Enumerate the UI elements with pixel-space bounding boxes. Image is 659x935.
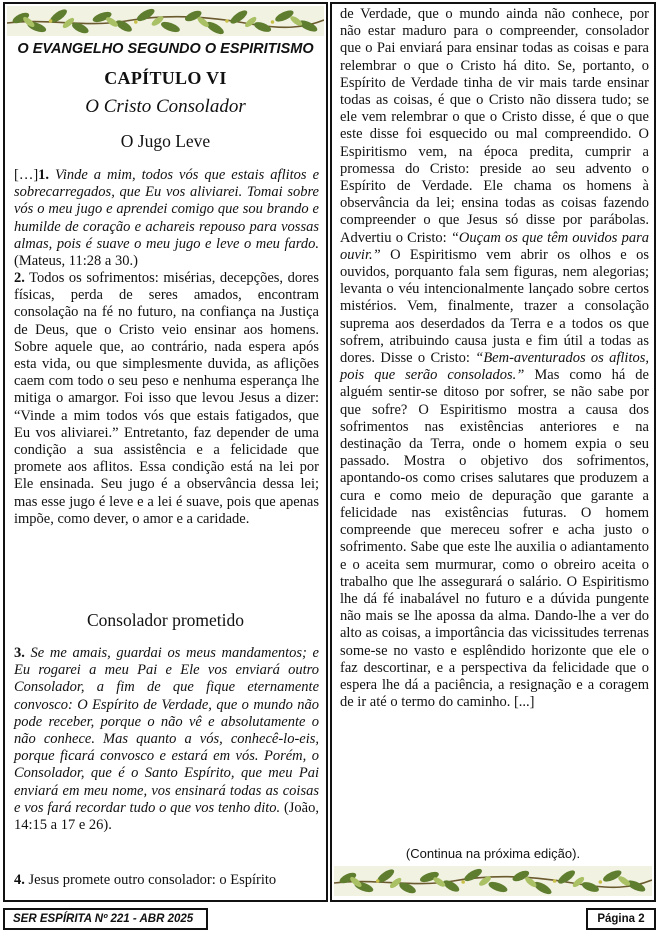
issue-footer: SER ESPÍRITA Nº 221 - ABR 2025 [3, 908, 208, 930]
publication-title: O EVANGELHO SEGUNDO O ESPIRITISMO [17, 41, 314, 57]
inline-quote: “Bem-aventurados os aflitos, pois que serão consolados.” [340, 350, 649, 384]
paragraph-text: de Verdade, que o mundo ainda não conhece, por não estar maduro para o compreender, consolador que o Pai enviará para ensinar todas as coisas e para relembrar o que o Cristo há dito. Se, portanto, o Espírito de Verdade tinha de vir mais tarde ensinar todas as coisas, é que o Cristo não dissera tudo; se ele vem relembrar o que o Cristo disse, é que o que este disse foi esquecido ou mal compreendido. O Espiritismo vem, na época predita, cumprir a promessa do Cristo: preside ao seu advento o Espírito de Verdade. Ele chama os homens à observância da lei; ensina todas as coisas fazendo compreender o que Jesus só disse por parábolas. Advertiu o Cristo: [340, 6, 649, 246]
scripture-quote: Vinde a mim, todos vós que estais aflitos e sobrecarregados, que Eu vos aliviarei. Tomai sobre vós o meu jugo e aprendei comigo que sou brando e humilde de coração e achareis repouso para vossas almas, pois é suave o meu jugo e leve o meu fardo. [14, 167, 319, 252]
paragraph-number: 4. [14, 872, 25, 888]
paragraph-1 [14, 167, 319, 270]
paragraph-3 [14, 645, 319, 834]
section-title-jugo-leve: O Jugo Leve [120, 131, 211, 151]
scripture-reference: (Mateus, 11:28 a 30.) [14, 253, 138, 270]
paragraph-2 [14, 270, 319, 528]
right-column [330, 2, 656, 902]
chapter-heading: CAPÍTULO VI [104, 68, 227, 88]
paragraph-number: 3. [14, 645, 25, 661]
paragraph-number: 2. [14, 270, 25, 286]
page-number: Página 2 [586, 908, 656, 930]
left-column [3, 2, 328, 902]
section-title-consolador: Consolador prometido [87, 610, 244, 630]
inline-quote: “Ouçam os que têm ouvidos para ouvir.” [340, 229, 649, 263]
continued-note: (Continua na próxima edição). [405, 846, 581, 861]
paragraph-text: Mas como há de alguém sentir-se ditoso por sofrer, se não sabe por que sofre? O Espiritismo mostra a causa dos sofrimentos nas existências anteriores e na destinação da Terra, onde o homem expia o seu passado. Mostra o objetivo dos sofrimentos, apontando-os como crises salutares que produzem a cura e como meio de depuração que garante a felicidade nas existências futuras. O homem compreende que mereceu sofrer e acha justo o sofrimento. Sabe que este lhe auxilia o adiantamento e o aceita sem murmurar, como o obreiro aceita o trabalho que lhe assegurará o salário. O Espiritismo lhe dá fé inabalável no futuro e a dúvida pungente não mais se lhe apossa da alma. Dando-lhe a ver do alto as coisas, a importância das vicissitudes terrenas some-se no vasto e esplêndido horizonte que ele o faz descortinar, e a perspectiva da felicidade que o espera lhe dá a paciência, a resignação e a coragem de ir até o termo do caminho. [...] [340, 367, 649, 711]
chapter-title: O Cristo Consolador [85, 96, 246, 117]
leaf-vine-ornament [334, 866, 652, 896]
scripture-reference: (João, 14:15 a 17 e 26). [14, 799, 319, 834]
paragraph-text: Todos os sofrimentos: misérias, decepções, dores físicas, perda de seres amados, encontram consolação na fé no futuro, na confiança na Justiça de Deus, que o Cristo veio ensinar aos homens. Sobre aquele que, ao contrário, nada espera após esta vida, ou que simplesmente duvida, as aflições caem com todo o seu peso e nenhuma esperança lhe mitiga o amargor. Foi isso que levou Jesus a dizer: “Vinde a mim todos vós que estais fatigados, que Eu vos aliviarei.” Entretanto, faz depender de uma condição a sua assistência e a felicidade que promete aos aflitos. Essa condição está na lei por Ele ensinada. Seu jugo é a observância dessa lei; mas esse jugo é leve e a lei é suave, pois que apenas impõe, como dever, o amor e a caridade. [14, 270, 319, 527]
paragraph-4 [14, 872, 319, 889]
paragraph-text: O Espiritismo vem abrir os olhos e os ouvidos, porquanto fala sem figuras, nem alegorias; levanta o véu intencionalmente lançado sobre certos mistérios. Vem, finalmente, trazer a consolação suprema aos deserdados da Terra e a todos os que sofrem, atribuindo causa justa e fim útil a todas as dores. Disse o Cristo: [340, 246, 649, 367]
scripture-quote: Se me amais, guardai os meus mandamentos; e Eu rogarei a meu Pai e Ele vos enviará outro Consolador, a fim de que fique eternamente convosco: O Espírito de Verdade, que o mundo não pode receber, porque o não vê e absolutamente o não conhece. Mas quanto a vós, conhecê-lo-eis, porque ficará convosco e estará em vós. Porém, o Consolador, que é o Santo Espírito, que meu Pai enviará em meu nome, vos ensinará todas as coisas e vos fará recordar tudo o que vos tenho dito. [14, 645, 319, 816]
paragraph-number: 1. [38, 167, 50, 183]
continued-paragraph [340, 6, 649, 711]
paragraph-text: Jesus promete outro consolador: o Espírito [24, 872, 277, 888]
leaf-vine-ornament [7, 6, 324, 36]
ellipsis-lead: […] [14, 167, 39, 183]
